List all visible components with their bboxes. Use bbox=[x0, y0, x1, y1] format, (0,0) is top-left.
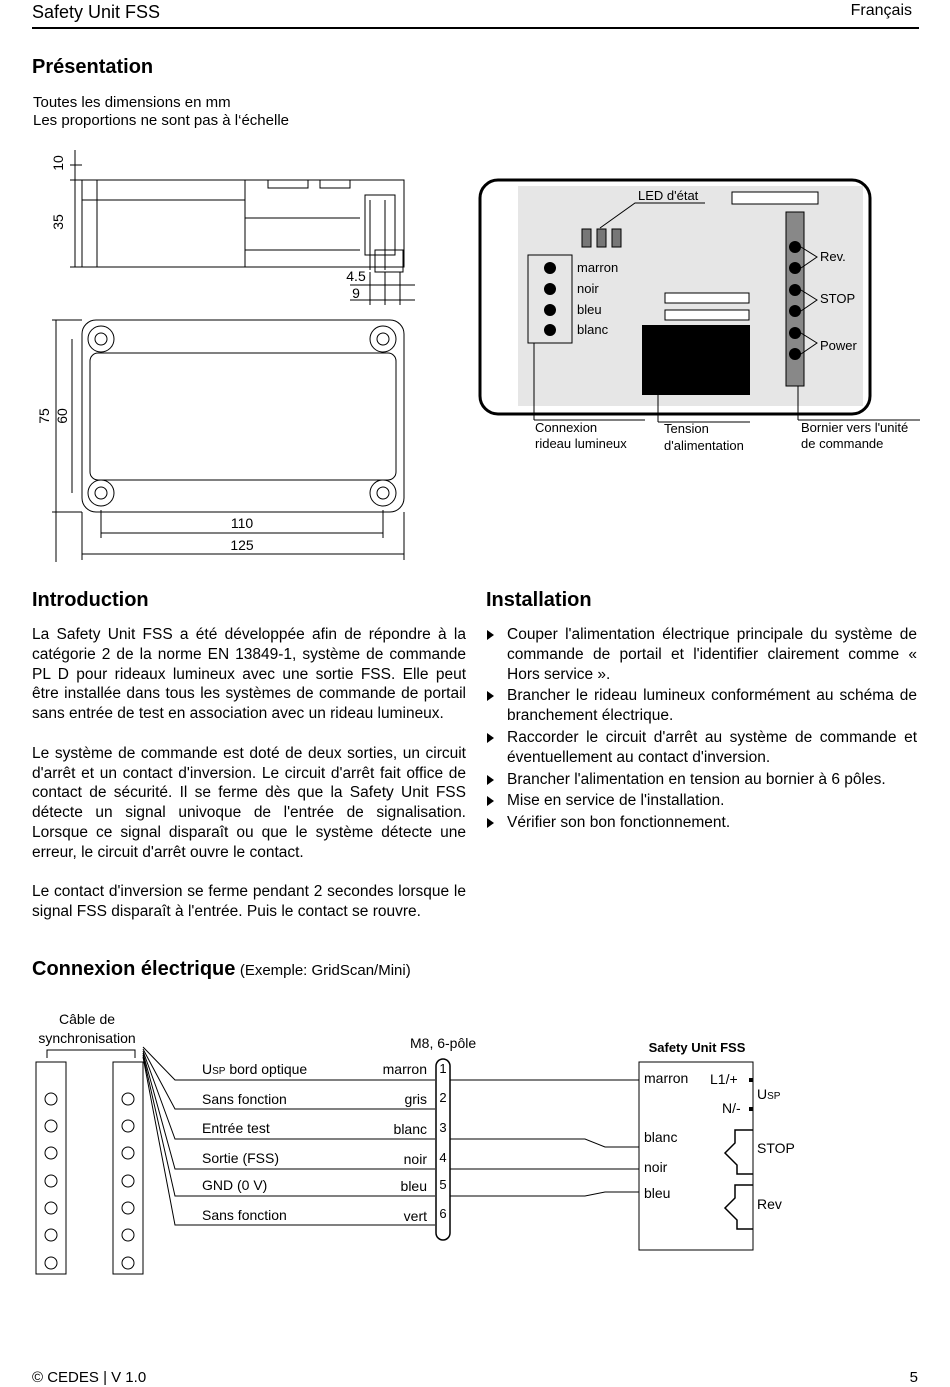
signal-name: Sans fonction bbox=[202, 1091, 287, 1107]
intro-paragraph: La Safety Unit FSS a été développée afin de répondre à la catégorie 2 de la norme EN 13849-1, système de commande PL D pour rideaux lumineux avec une sortie FSS. Elle peut être installée dans tous les systèmes de commande de portail sans entrée de test en association avec un rideau lumineux. bbox=[32, 626, 466, 723]
usp-label: USP bbox=[757, 1086, 781, 1102]
pin-number: 1 bbox=[439, 1061, 447, 1076]
dim-75: 75 bbox=[36, 408, 52, 424]
introduction-heading: Introduction bbox=[32, 589, 149, 611]
dimensions-note: Toutes les dimensions en mm bbox=[33, 94, 231, 111]
terminal-n: N/- bbox=[722, 1100, 741, 1116]
language-label: Français bbox=[850, 2, 912, 19]
signal-usp: USP bord optique bbox=[202, 1061, 308, 1077]
dim-35: 35 bbox=[50, 214, 66, 230]
board-diagram bbox=[470, 170, 925, 460]
dim-125: 125 bbox=[230, 537, 254, 553]
signal-name: Entrée test bbox=[202, 1120, 270, 1136]
scale-note: Les proportions ne sont pas à l‘échelle bbox=[33, 112, 289, 129]
intro-paragraph: Le système de commande est doté de deux sorties, un circuit d'arrêt et un contact d'inversion. Le circuit d'arrêt fait office de contact de sécurité. Il se ferme dès que la Safety Unit FSS détecte un signal univoque de l'entrée de signalisation. Lorsque ce signal disparaît ou que le système détecte une erreur, le circuit d'arrêt ouvre le contact. bbox=[32, 744, 466, 861]
wire-color: marron bbox=[382, 1061, 427, 1077]
label-rev: Rev. bbox=[820, 249, 846, 264]
footer-copyright: © CEDES | V 1.0 bbox=[32, 1369, 147, 1386]
signal-name: Sortie (FSS) bbox=[202, 1150, 280, 1166]
dim-4-5: 4.5 bbox=[346, 268, 366, 284]
wiring-diagram bbox=[25, 1005, 825, 1285]
dimension-drawing bbox=[30, 140, 430, 565]
pin-number: 6 bbox=[439, 1206, 447, 1221]
page-number: 5 bbox=[909, 1369, 918, 1386]
installation-heading: Installation bbox=[486, 589, 592, 611]
callout-connexion-l1: Connexion bbox=[535, 420, 598, 435]
installation-list bbox=[486, 625, 917, 835]
side-view-body bbox=[82, 180, 404, 267]
callout-bornier-l1: Bornier vers l'unité bbox=[801, 420, 909, 435]
installation-step: Raccorder le circuit d'arrêt au système de commande et éventuellement au contact d'inversion. bbox=[486, 728, 917, 768]
top-view-body bbox=[82, 320, 404, 512]
callout-connexion-l2: rideau lumineux bbox=[535, 436, 627, 451]
unit-title: Safety Unit FSS bbox=[648, 1040, 746, 1055]
installation-step: Brancher l'alimentation en tension au bornier à 6 pôles. bbox=[486, 770, 917, 790]
callout-tension-l2: d'alimentation bbox=[664, 438, 744, 453]
dim-10: 10 bbox=[50, 155, 66, 171]
wire-color: bleu bbox=[400, 1178, 427, 1194]
installation-step: Vérifier son bon fonctionnement. bbox=[486, 813, 917, 833]
connexion-heading-row bbox=[32, 958, 411, 981]
presentation-heading: Présentation bbox=[32, 56, 154, 78]
dim-60: 60 bbox=[54, 408, 70, 424]
terminal-l1: L1/+ bbox=[710, 1071, 738, 1087]
unit-input-bleu: bleu bbox=[644, 1185, 671, 1201]
safety-unit-box bbox=[639, 1062, 753, 1250]
terminal-label-noir: noir bbox=[577, 281, 599, 296]
terminal-label-blanc: blanc bbox=[577, 322, 609, 337]
rev-contact-label: Rev bbox=[757, 1196, 782, 1212]
installation-step: Couper l'alimentation électrique principale du système de commande de portail et l'identifier clairement comme « Hors service ». bbox=[486, 625, 917, 684]
unit-input-noir: noir bbox=[644, 1159, 668, 1175]
stop-contact-label: STOP bbox=[757, 1140, 795, 1156]
connexion-heading: Connexion électrique bbox=[32, 958, 236, 980]
wire-color: gris bbox=[404, 1091, 427, 1107]
terminal-label-marron: marron bbox=[577, 260, 619, 275]
pin-number: 2 bbox=[439, 1090, 447, 1105]
callout-bornier-l2: de commande bbox=[801, 436, 884, 451]
dim-110: 110 bbox=[230, 515, 254, 531]
connector-label: M8, 6-pôle bbox=[410, 1035, 477, 1051]
installation-step: Mise en service de l'installation. bbox=[486, 791, 917, 811]
wire-color: vert bbox=[403, 1208, 427, 1224]
connexion-subheading: (Exemple: GridScan/Mini) bbox=[239, 962, 411, 979]
signal-name: GND (0 V) bbox=[202, 1177, 268, 1193]
introduction-body bbox=[32, 625, 466, 942]
sync-cable-label-l1: Câble de bbox=[58, 1011, 116, 1027]
pin-number: 5 bbox=[439, 1177, 447, 1192]
power-supply-block bbox=[642, 325, 750, 395]
pin-number: 4 bbox=[439, 1150, 447, 1165]
wire-color: blanc bbox=[393, 1121, 427, 1137]
unit-input-marron: marron bbox=[644, 1070, 689, 1086]
label-stop: STOP bbox=[820, 291, 856, 306]
unit-input-blanc: blanc bbox=[644, 1129, 678, 1145]
sync-cable-label-l2: synchronisation bbox=[38, 1030, 136, 1046]
wire-color: noir bbox=[403, 1151, 427, 1167]
installation-step: Brancher le rideau lumineux conformément au schéma de branchement électrique. bbox=[486, 686, 917, 726]
intro-paragraph: Le contact d'inversion se ferme pendant 2 secondes lorsque le signal FSS disparaît à l'entrée. Puis le contact se rouvre. bbox=[32, 883, 466, 921]
terminal-label-bleu: bleu bbox=[577, 302, 602, 317]
header-rule bbox=[32, 27, 919, 29]
dim-9: 9 bbox=[352, 285, 360, 301]
signal-name: Sans fonction bbox=[202, 1207, 287, 1223]
callout-tension-l1: Tension bbox=[664, 421, 709, 436]
document-title: Safety Unit FSS bbox=[32, 2, 161, 22]
pin-number: 3 bbox=[439, 1120, 447, 1135]
led-status-label: LED d'état bbox=[638, 188, 699, 203]
label-power: Power bbox=[820, 338, 857, 353]
